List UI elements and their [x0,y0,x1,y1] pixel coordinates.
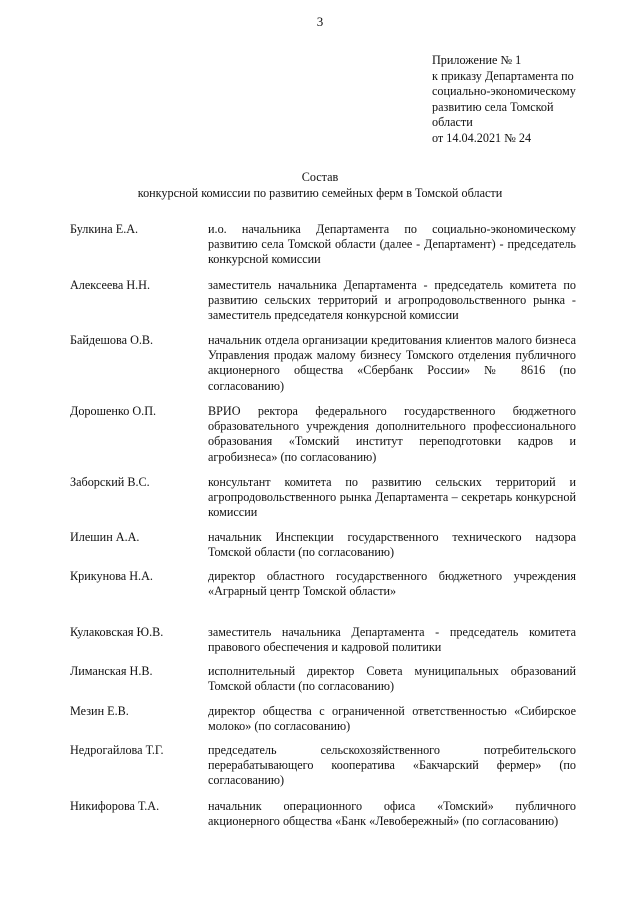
member-name: Заборский В.С. [70,475,150,489]
member-role: исполнительный директор Совета муниципальных образований Томской области (по согласованию) [208,664,576,694]
member-role: ВРИО ректора федерального государственного бюджетного образовательного учреждения дополнительного профессионального образования «Томский институт переподготовки кадров и агробизнеса» (по согласованию) [208,404,576,464]
member-name: Недрогайлова Т.Г. [70,743,164,757]
member-name: Илешин А.А. [70,530,140,544]
title-line-1: Состав [301,170,339,184]
member-name: Крикунова Н.А. [70,569,153,583]
member-name: Кулаковская Ю.В. [70,625,164,639]
member-role: и.о. начальника Департамента по социально-экономическому развитию села Томской области (далее - Департамент) - председатель конкурсной комиссии [208,222,576,267]
member-name: Байдешова О.В. [70,333,154,347]
annex-line: от 14.04.2021 № 24 [432,130,532,145]
member-role: консультант комитета по развитию сельских территорий и агропродовольственного рынка Департамента – секретарь конкурсной комиссии [208,475,576,520]
annex-block [432,53,607,146]
annex-line: Приложение № 1 [432,53,522,67]
member-role: начальник отдела организации кредитования клиентов малого бизнеса Управления продаж малому бизнесу Томского отделения публичного акционерного общества «Сбербанк России» № 8616 (по согласованию) [208,333,576,393]
member-role: заместитель начальника Департамента - председатель комитета по развитию сельских территорий и агропродовольственного рынка - заместитель председателя конкурсной комиссии [208,278,576,323]
member-role: начальник операционного офиса «Томский» публичного акционерного общества «Банк «Левобережный» (по согласованию) [208,799,576,829]
title-line-2: конкурсной комиссии по развитию семейных ферм в Томской области [137,185,503,200]
document-title [0,170,640,201]
member-name: Мезин Е.В. [70,704,129,718]
member-role: директор общества с ограниченной ответственностью «Сибирское молоко» (по согласованию) [208,704,576,734]
page-number: 3 [316,14,324,29]
member-role: заместитель начальника Департамента - председатель комитета правового обеспечения и кадровой политики [208,625,576,655]
annex-line: социально-экономическому [432,84,576,98]
member-name: Никифорова Т.А. [70,799,160,813]
member-role: председатель сельскохозяйственного потребительского перерабатывающего кооператива «Бакчарский фермер» (по согласованию) [208,743,576,788]
annex-line: развитию села Томской [432,99,554,114]
member-name: Дорошенко О.П. [70,404,157,418]
member-name: Алексеева Н.Н. [70,278,151,292]
annex-line: области [432,115,473,129]
annex-line: к приказу Департамента по [432,68,574,83]
member-role: начальник Инспекции государственного технического надзора Томской области (по согласованию) [208,530,576,560]
member-name: Лиманская Н.В. [70,664,153,678]
member-role: директор областного государственного бюджетного учреждения «Аграрный центр Томской области» [208,569,576,599]
member-name: Булкина Е.А. [70,222,139,236]
